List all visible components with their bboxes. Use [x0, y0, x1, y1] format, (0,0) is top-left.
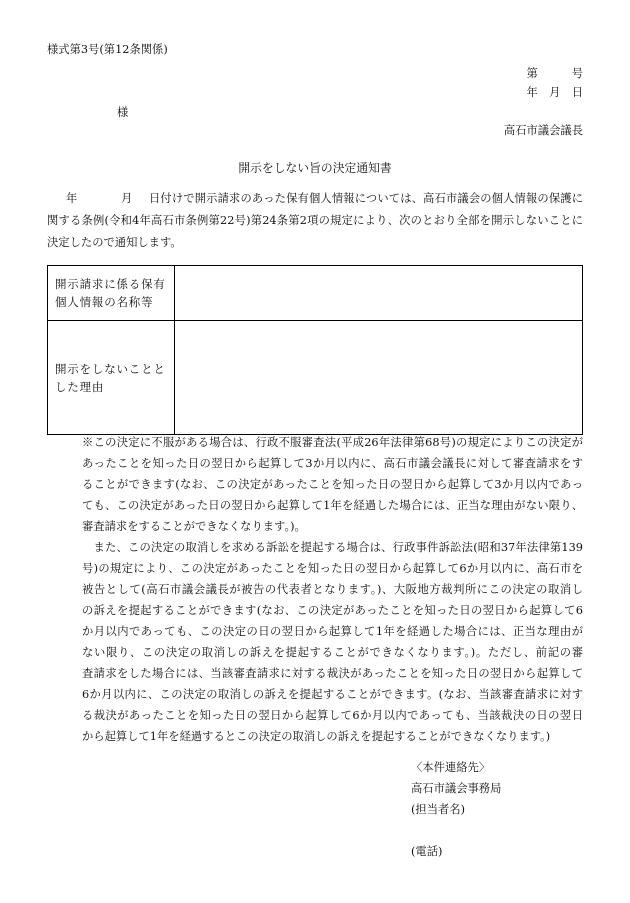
value-cell-reason [175, 321, 582, 434]
issue-date: 年 月 日 [526, 86, 583, 99]
lawsuit-note-line: か月以内であっても、この決定の日の翌日から起算して1年を経過した場合には、正当な理由が [82, 625, 583, 638]
table-row [48, 266, 582, 321]
label-line: 開示請求に係る保有 [55, 277, 166, 291]
lawsuit-note-line: また、この決定の取消しを求める訴訟を提起する場合は、行政事件訴訟法(昭和37年法律第139 [82, 541, 583, 554]
form-number: 様式第3号(第12条関係) [47, 43, 168, 56]
body-paragraph [47, 188, 583, 254]
label-line: 開示をしないことと [55, 361, 166, 376]
document-title: 開示をしない旨の決定通知書 [238, 161, 392, 175]
label-line: した理由 [55, 379, 105, 394]
date-month-label: 月 [121, 192, 133, 205]
document-number: 第 号 [526, 67, 583, 80]
contact-phone: (電話) [411, 845, 443, 858]
contact-block [411, 757, 501, 862]
label-cell-reason [48, 321, 175, 434]
lawsuit-note-line: 6か月以内に、この決定の取消しの訴えを提起することができます。(なお、当該審査請求に対す [82, 688, 583, 701]
table-row [48, 321, 582, 434]
lawsuit-note-line: から起算して1年を経過するとこの決定の取消しの訴えを提起することができなくなります。) [82, 730, 551, 743]
lawsuit-note-line: る裁決があったことを知った日の翌日から起算して6か月以内であっても、当該裁決の日の翌日 [82, 709, 583, 722]
label-line: 個人情報の名称等 [55, 295, 154, 309]
sender-name: 高石市議会議長 [503, 124, 583, 137]
lawsuit-note-line: 号)の規定により、この決定があったことを知った日の翌日から起算して6か月以内に、高石市を [82, 562, 583, 575]
notes-section [82, 432, 583, 747]
addressee-suffix: 様 [117, 106, 129, 119]
body-text-line: 決定したので通知します。 [47, 236, 182, 249]
body-text-line: 関する条例(令和4年高石市条例第22号)第24条第2項の規定により、次のとおり全部を開示しないことに [47, 214, 583, 227]
lawsuit-note-line: 査請求をした場合には、当該審査請求に対する裁決があったことを知った日の翌日から起算して [82, 667, 583, 680]
appeal-note-line: ※この決定に不服がある場合は、行政不服審査法(平成26年法律第68号)の規定によりこの決定が [82, 436, 583, 449]
appeal-note-line: あったことを知った日の翌日から起算して3か月以内に、高石市議会議長に対して審査請求をす [82, 457, 583, 470]
appeal-note-line: ることができます(なお、この決定があったことを知った日の翌日から起算して3か月以内であっ [82, 478, 583, 491]
body-text-line: 日付けで開示請求のあった保有個人情報については、高石市議会の個人情報の保護に [149, 192, 583, 205]
lawsuit-note-line: 被告として(高石市議会議長が被告の代表者となります。)、大阪地方裁判所にこの決定の取消し [82, 583, 583, 596]
contact-person: (担当者名) [411, 803, 466, 816]
info-table [47, 265, 583, 435]
lawsuit-note-line: ない限り、この決定の取消しの訴えを提起することができなくなります。)。ただし、前記の審 [82, 646, 583, 659]
label-cell-info-name [48, 266, 175, 320]
value-cell-info-name [175, 266, 582, 320]
body-line-date [47, 188, 583, 210]
lawsuit-note-line: の訴えを提起することができます(なお、この決定があったことを知った日の翌日から起算して6 [82, 604, 583, 617]
contact-office: 高石市議会事務局 [411, 782, 502, 795]
date-year-label: 年 [66, 192, 78, 205]
appeal-note-line: 審査請求をすることができなくなります。)。 [82, 520, 306, 533]
appeal-note-line: ても、この決定があった日の翌日から起算して1年を経過した場合には、正当な理由がない限り、 [82, 499, 583, 512]
contact-heading: 〈本件連絡先〉 [411, 761, 491, 774]
